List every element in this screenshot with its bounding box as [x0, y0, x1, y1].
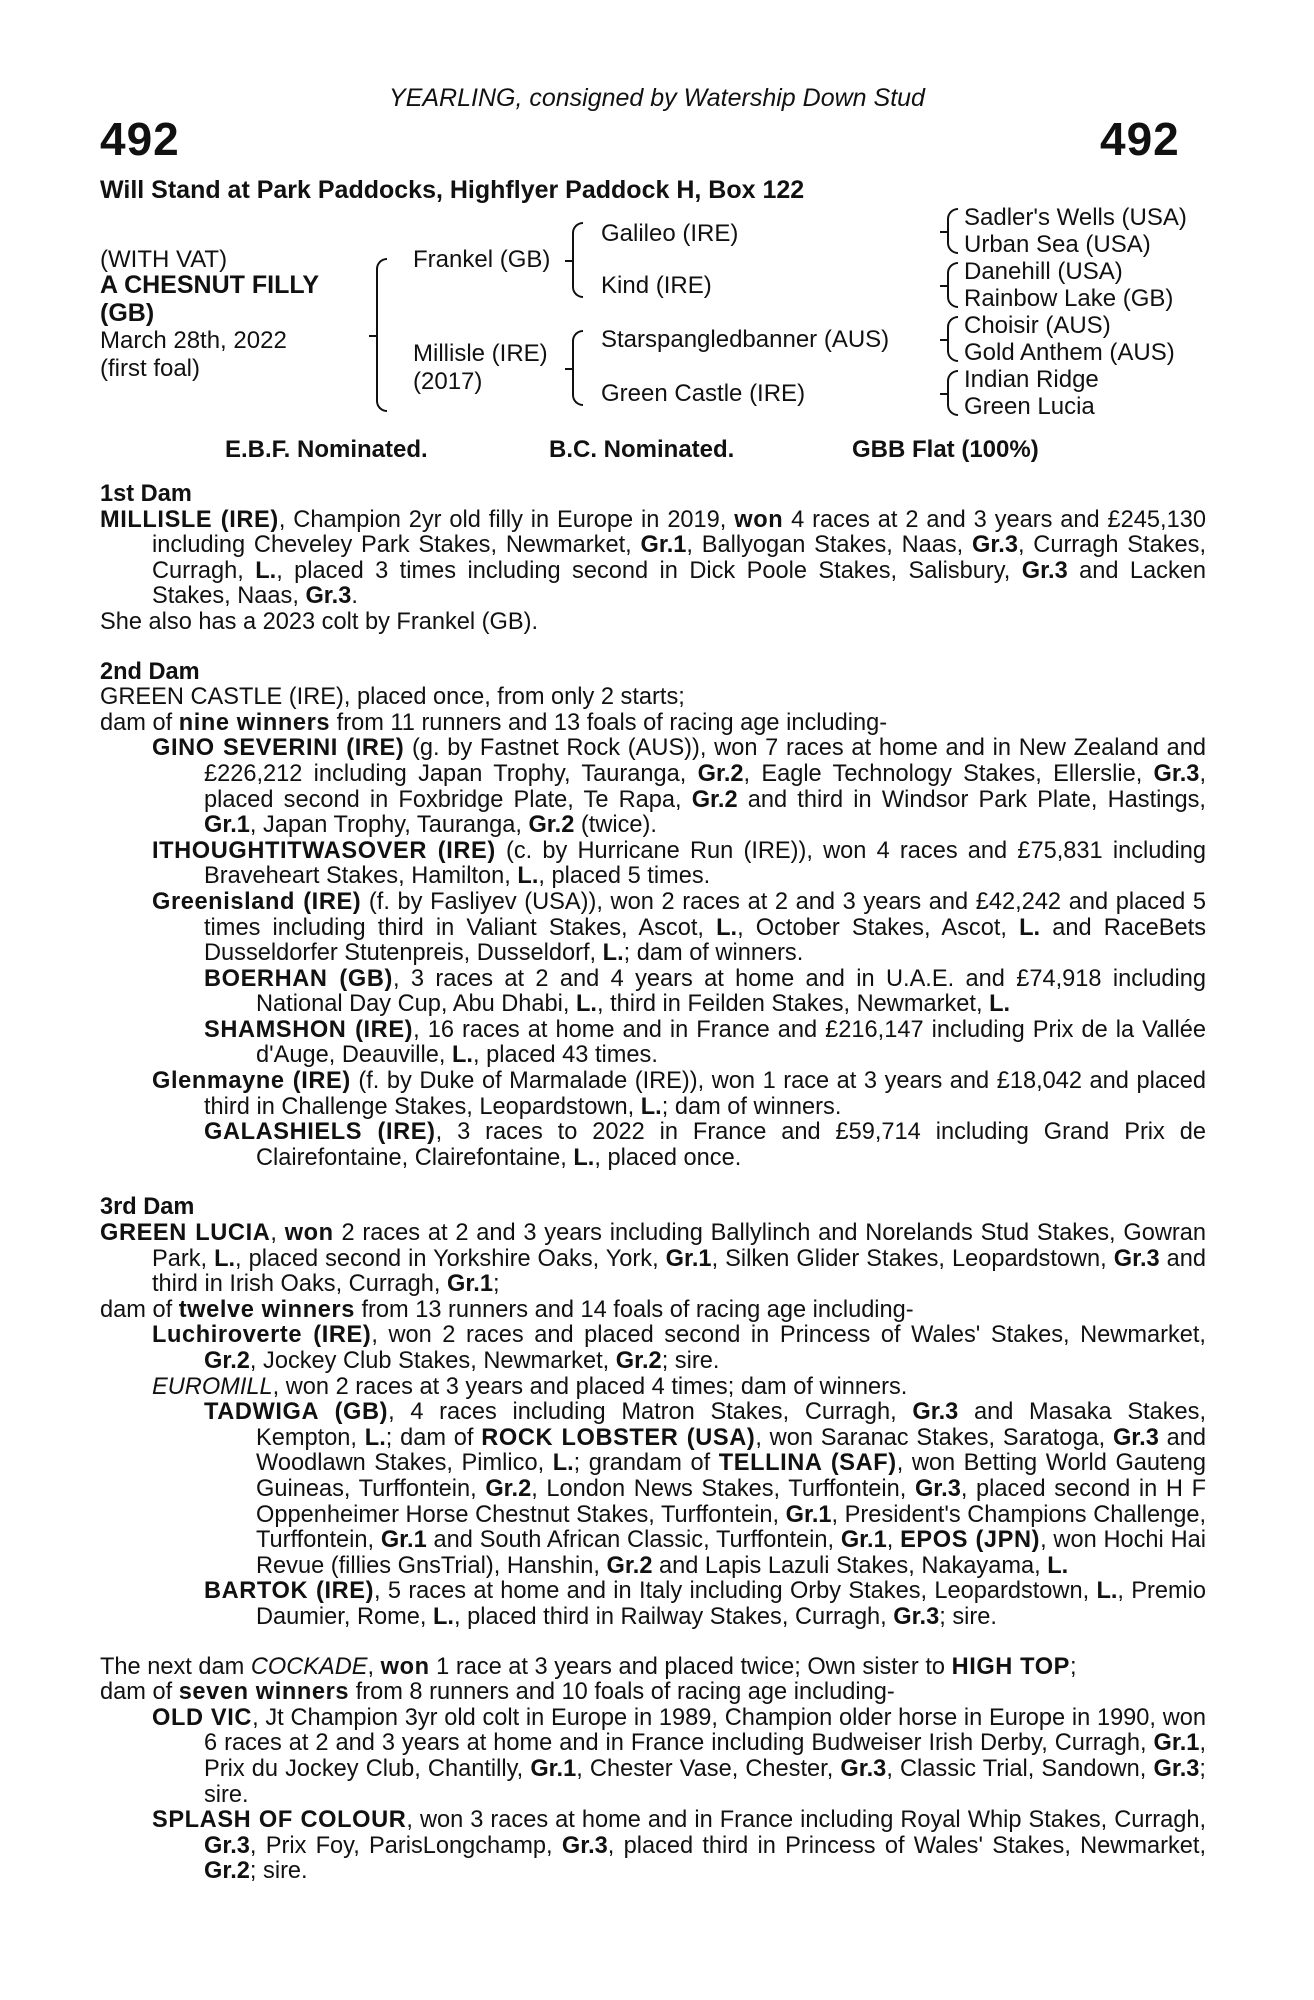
produce-entry: GINO SEVERINI (IRE) (g. by Fastnet Rock (AUS)), won 7 races at home and in New Zealand and £226,212 including Japan Trophy, Tauranga, Gr.2, Eagle Technology Stakes, Ellerslie, Gr.3, placed second in Foxbridge Plate, Te Rapa, Gr.2 and third in Windsor Park Plate, Hastings, Gr.1, Japan Trophy, Tauranga, Gr.2 (twice). [152, 735, 1206, 839]
second-dam-produce: dam of nine winners from 11 runners and 13 foals of racing age including- [100, 709, 888, 736]
produce-entry: TADWIGA (GB), 4 races including Matron Stakes, Curragh, Gr.3 and Masaka Stakes, Kempton, L.; dam of ROCK LOBSTER (USA), won Saranac Stakes, Saratoga, Gr.3 and Woodlawn Stakes, Pimlico, L.; grandam of TELLINA (SAF), won Betting World Gauteng Guineas, Turffontein, Gr.2, London News Stakes, Turffontein, Gr.3, placed second in H F Oppenheimer Horse Chestnut Stakes, Turffontein, Gr.1, President's Champions Challenge, Turffontein, Gr.1 and South African Classic, Turffontein, Gr.1, EPOS (JPN), won Hochi Hai Revue (fillies GnsTrial), Hanshin, Gr.2 and Lapis Lazuli Stakes, Nakayama, L. [204, 1399, 1207, 1579]
gen3-ancestor: Choisir (AUS) [964, 312, 1111, 339]
foaling-date: March 28th, 2022 [100, 327, 287, 354]
foal-note: (first foal) [100, 355, 201, 382]
gbb-flat: GBB Flat (100%) [852, 436, 1039, 463]
sire-dam: Kind (IRE) [601, 272, 712, 299]
produce-entry: BOERHAN (GB), 3 races at 2 and 4 years at home and in U.A.E. and £74,918 including National Day Cup, Abu Dhabi, L., third in Feilden Stakes, Newmarket, L. [204, 965, 1206, 1018]
produce-entry: ITHOUGHTITWASOVER (IRE) (c. by Hurricane Run (IRE)), won 4 races and £75,831 including Braveheart Stakes, Hamilton, L., placed 5 times. [152, 837, 1206, 890]
brace-gen3-1 [947, 208, 958, 254]
brace-sire [572, 222, 583, 298]
sire: Frankel (GB) [413, 246, 551, 273]
ebf-nomination: E.B.F. Nominated. [225, 436, 428, 463]
catalogue-body [100, 482, 1206, 1885]
page-subtitle: YEARLING, consigned by Watership Down Stud [389, 84, 925, 112]
section-heading-2nd-dam: 2nd Dam [100, 658, 200, 685]
gen3-ancestor: Indian Ridge [964, 366, 1099, 393]
produce-entry: SHAMSHON (IRE), 16 races at home and in France and £216,147 including Prix de la Vallée d'Auge, Deauville, L., placed 43 times. [204, 1016, 1206, 1069]
next-dam-entry: The next dam COCKADE, won 1 race at 3 years and placed twice; Own sister to HIGH TOP; [100, 1653, 1077, 1680]
lot-number-left: 492 [100, 113, 180, 165]
lot-number-right: 492 [1100, 113, 1180, 165]
brace-gen3-4 [947, 370, 958, 416]
produce-entry: GALASHIELS (IRE), 3 races to 2022 in France and £59,714 including Grand Prix de Clairefontaine, Clairefontaine, L., placed once. [204, 1119, 1206, 1171]
produce-entry: Glenmayne (IRE) (f. by Duke of Marmalade (IRE)), won 1 race at 3 years and £18,042 and placed third in Challenge Stakes, Leopardstown, L.; dam of winners. [152, 1068, 1206, 1120]
gen3-ancestor: Gold Anthem (AUS) [964, 339, 1175, 366]
next-dam-produce: dam of seven winners from 8 runners and 10 foals of racing age including- [100, 1679, 895, 1706]
brace-gen3-3 [947, 316, 958, 362]
horse-name: A CHESNUT FILLY [100, 271, 319, 299]
second-dam-entry: GREEN CASTLE (IRE), placed once, from only 2 starts; [100, 684, 685, 711]
bc-nomination: B.C. Nominated. [549, 436, 735, 463]
section-heading-3rd-dam: 3rd Dam [100, 1194, 195, 1221]
brace-gen3-2 [947, 262, 958, 308]
horse-name-country: (GB) [100, 299, 155, 327]
produce-entry: BARTOK (IRE), 5 races at home and in Italy including Orby Stakes, Leopardstown, L., Premio Daumier, Rome, L., placed third in Railway Stakes, Curragh, Gr.3; sire. [204, 1578, 1207, 1630]
gen3-ancestor: Green Lucia [964, 393, 1095, 420]
produce-entry: Greenisland (IRE) (f. by Fasliyev (USA)), won 2 races at 2 and 3 years and £42,242 and placed 5 times including third in Valiant Stakes, Ascot, L., October Stakes, Ascot, L. and RaceBets Dusseldorfer Stutenpreis, Dusseldorf, L.; dam of winners. [152, 888, 1207, 967]
gen3-ancestor: Rainbow Lake (GB) [964, 285, 1174, 312]
dam-entry: MILLISLE (IRE), Champion 2yr old filly in Europe in 2019, won 4 races at 2 and 3 years and £245,130 including Cheveley Park Stakes, Newmarket, Gr.1, Ballyogan Stakes, Naas, Gr.3, Curragh Stakes, Curragh, L., placed 3 times including second in Dick Poole Stakes, Salisbury, Gr.3 and Lacken Stakes, Naas, Gr.3. [100, 506, 1207, 610]
dam-sire: Starspangledbanner (AUS) [601, 326, 890, 353]
sire-sire: Galileo (IRE) [601, 220, 739, 247]
dam-year: (2017) [413, 368, 483, 395]
produce-entry: SPLASH OF COLOUR, won 3 races at home and in France including Royal Whip Stakes, Curragh, Gr.3, Prix Foy, ParisLongchamp, Gr.3, placed third in Princess of Wales' Stakes, Newmarket, Gr.2; sire. [152, 1807, 1206, 1885]
produce-entry: Luchiroverte (IRE), won 2 races and placed second in Princess of Wales' Stakes, Newmarket, Gr.2, Jockey Club Stakes, Newmarket, Gr.2; sire. [152, 1322, 1206, 1374]
stand-location: Will Stand at Park Paddocks, Highflyer Paddock H, Box 122 [100, 176, 805, 204]
produce-entry: EUROMILL, won 2 races at 3 years and placed 4 times; dam of winners. [152, 1373, 908, 1400]
dam: Millisle (IRE) [413, 340, 548, 367]
brace-dam [572, 330, 583, 406]
gen3-ancestor: Sadler's Wells (USA) [964, 204, 1187, 231]
gen3-ancestor: Urban Sea (USA) [964, 231, 1151, 258]
section-heading-1st-dam: 1st Dam [100, 481, 192, 507]
brace-main [376, 258, 387, 412]
produce-entry: OLD VIC, Jt Champion 3yr old colt in Europe in 1989, Champion older horse in Europe in 1990, won 6 races at 2 and 3 years at home and in France including Budweiser Irish Derby, Curragh, Gr.1, Prix du Jockey Club, Chantilly, Gr.1, Chester Vase, Chester, Gr.3, Classic Trial, Sandown, Gr.3; sire. [152, 1704, 1207, 1808]
third-dam-produce: dam of twelve winners from 13 runners and 14 foals of racing age including- [100, 1296, 914, 1323]
gen3-ancestor: Danehill (USA) [964, 258, 1123, 285]
dam-dam: Green Castle (IRE) [601, 380, 806, 407]
vat-note: (WITH VAT) [100, 246, 228, 273]
third-dam-entry: GREEN LUCIA, won 2 races at 2 and 3 years including Ballylinch and Norelands Stud Stakes, Gowran Park, L., placed second in Yorkshire Oaks, York, Gr.1, Silken Glider Stakes, Leopardstown, Gr.3 and third in Irish Oaks, Curragh, Gr.1; [100, 1220, 1206, 1298]
dam-note: She also has a 2023 colt by Frankel (GB). [100, 608, 539, 635]
